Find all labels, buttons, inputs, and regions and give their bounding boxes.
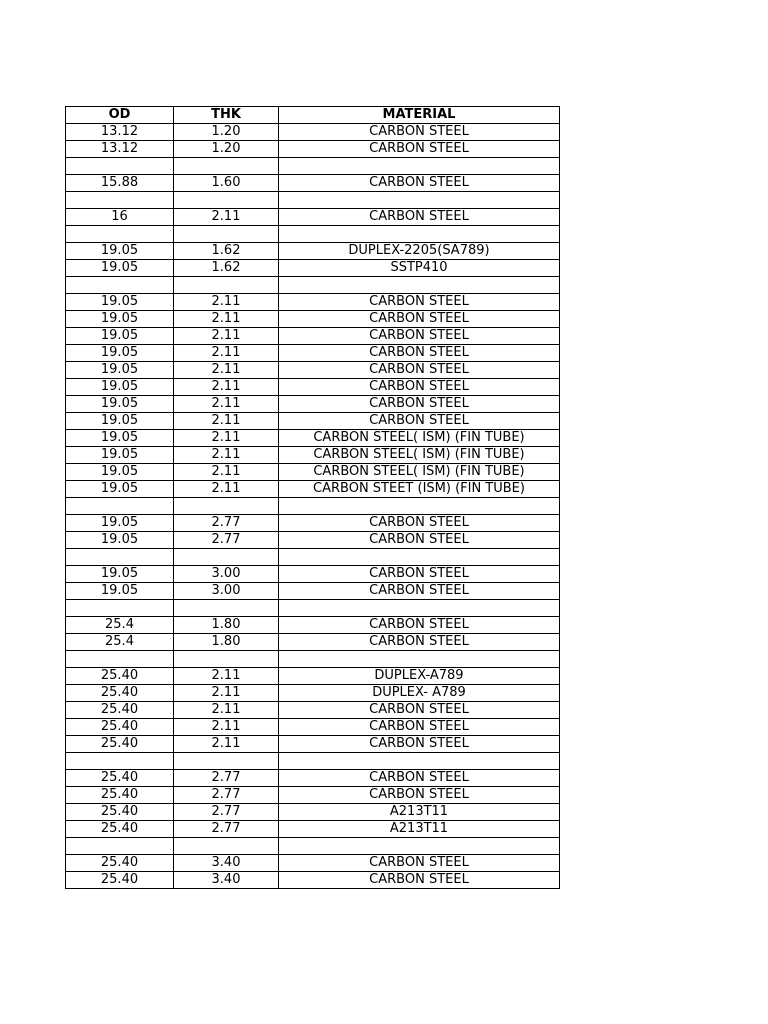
cell-od: 19.05 (66, 396, 174, 413)
table-row (66, 719, 560, 736)
cell-od: 25.40 (66, 821, 174, 838)
cell-thk: 2.11 (174, 736, 279, 753)
cell-od: 19.05 (66, 345, 174, 362)
header-od: OD (66, 107, 174, 124)
table-row (66, 532, 560, 549)
cell-od: 25.40 (66, 855, 174, 872)
table-row (66, 277, 560, 294)
cell-od: 19.05 (66, 464, 174, 481)
cell-od: 19.05 (66, 515, 174, 532)
cell-thk: 1.60 (174, 175, 279, 192)
cell-material: A213T11 (279, 804, 560, 821)
cell-od: 25.40 (66, 736, 174, 753)
table-row (66, 804, 560, 821)
cell-material: DUPLEX- A789 (279, 685, 560, 702)
cell-material (279, 158, 560, 175)
cell-thk (174, 192, 279, 209)
cell-material: CARBON STEEL (279, 583, 560, 600)
cell-thk: 2.11 (174, 311, 279, 328)
header-row (66, 107, 560, 124)
cell-od: 13.12 (66, 141, 174, 158)
cell-thk: 2.77 (174, 770, 279, 787)
table-row (66, 226, 560, 243)
table-row (66, 311, 560, 328)
table-row (66, 294, 560, 311)
cell-od: 25.40 (66, 787, 174, 804)
cell-thk: 1.20 (174, 124, 279, 141)
cell-thk: 3.40 (174, 872, 279, 889)
cell-material: CARBON STEEL( ISM) (FIN TUBE) (279, 447, 560, 464)
cell-thk (174, 226, 279, 243)
cell-material (279, 549, 560, 566)
table-row (66, 328, 560, 345)
cell-thk: 2.11 (174, 209, 279, 226)
cell-material: CARBON STEEL (279, 719, 560, 736)
cell-material (279, 277, 560, 294)
cell-thk (174, 549, 279, 566)
table-row (66, 447, 560, 464)
cell-thk: 2.11 (174, 328, 279, 345)
cell-thk: 2.11 (174, 345, 279, 362)
cell-od: 19.05 (66, 481, 174, 498)
cell-material: CARBON STEEL (279, 617, 560, 634)
tube-spec-table (65, 106, 560, 889)
cell-thk: 2.11 (174, 685, 279, 702)
cell-od: 25.40 (66, 668, 174, 685)
cell-material: CARBON STEEL (279, 770, 560, 787)
cell-material: CARBON STEEL (279, 209, 560, 226)
cell-material: CARBON STEEL (279, 515, 560, 532)
cell-material: CARBON STEEL (279, 855, 560, 872)
cell-thk: 2.11 (174, 396, 279, 413)
cell-thk: 2.77 (174, 821, 279, 838)
cell-od: 19.05 (66, 566, 174, 583)
table-row (66, 345, 560, 362)
header-thk: THK (174, 107, 279, 124)
cell-material: CARBON STEEL (279, 362, 560, 379)
cell-od: 13.12 (66, 124, 174, 141)
cell-material (279, 651, 560, 668)
cell-od: 19.05 (66, 447, 174, 464)
cell-od: 19.05 (66, 243, 174, 260)
table-row (66, 243, 560, 260)
cell-od (66, 277, 174, 294)
cell-od (66, 651, 174, 668)
table-row (66, 430, 560, 447)
cell-material: CARBON STEET (ISM) (FIN TUBE) (279, 481, 560, 498)
cell-thk (174, 498, 279, 515)
cell-thk: 2.77 (174, 787, 279, 804)
table-row (66, 838, 560, 855)
cell-thk: 1.80 (174, 617, 279, 634)
cell-od (66, 838, 174, 855)
cell-material (279, 498, 560, 515)
cell-material: CARBON STEEL (279, 328, 560, 345)
cell-thk: 3.40 (174, 855, 279, 872)
table-row (66, 702, 560, 719)
table-row (66, 209, 560, 226)
cell-material: CARBON STEEL (279, 175, 560, 192)
table-row (66, 617, 560, 634)
table-row (66, 260, 560, 277)
table-row (66, 549, 560, 566)
cell-thk: 2.11 (174, 430, 279, 447)
cell-thk: 1.62 (174, 260, 279, 277)
table-row (66, 583, 560, 600)
cell-od: 15.88 (66, 175, 174, 192)
cell-od: 19.05 (66, 532, 174, 549)
cell-thk: 3.00 (174, 583, 279, 600)
cell-material: DUPLEX-2205(SA789) (279, 243, 560, 260)
header-material: MATERIAL (279, 107, 560, 124)
cell-thk: 2.77 (174, 515, 279, 532)
cell-od: 19.05 (66, 362, 174, 379)
table-row (66, 787, 560, 804)
cell-thk: 1.20 (174, 141, 279, 158)
cell-material (279, 753, 560, 770)
table-row (66, 685, 560, 702)
table-row (66, 736, 560, 753)
cell-od (66, 158, 174, 175)
table-row (66, 821, 560, 838)
table-row (66, 396, 560, 413)
cell-thk: 2.11 (174, 294, 279, 311)
cell-thk (174, 651, 279, 668)
cell-material: CARBON STEEL( ISM) (FIN TUBE) (279, 430, 560, 447)
table-row (66, 413, 560, 430)
cell-material (279, 600, 560, 617)
cell-od: 19.05 (66, 328, 174, 345)
cell-thk: 1.80 (174, 634, 279, 651)
cell-od: 19.05 (66, 430, 174, 447)
cell-material: CARBON STEEL (279, 379, 560, 396)
table-row (66, 379, 560, 396)
table-header (66, 107, 560, 124)
cell-od (66, 600, 174, 617)
cell-od (66, 753, 174, 770)
table-row (66, 175, 560, 192)
table-row (66, 481, 560, 498)
cell-material: CARBON STEEL (279, 787, 560, 804)
table-row (66, 192, 560, 209)
cell-od: 25.40 (66, 872, 174, 889)
cell-thk: 2.77 (174, 804, 279, 821)
cell-thk: 2.11 (174, 362, 279, 379)
cell-od: 25.40 (66, 770, 174, 787)
cell-thk: 2.11 (174, 481, 279, 498)
cell-thk: 2.11 (174, 668, 279, 685)
cell-od (66, 498, 174, 515)
cell-thk: 2.11 (174, 702, 279, 719)
cell-thk: 2.11 (174, 719, 279, 736)
cell-material (279, 192, 560, 209)
cell-od: 19.05 (66, 294, 174, 311)
cell-material (279, 226, 560, 243)
cell-thk: 2.11 (174, 447, 279, 464)
cell-thk (174, 838, 279, 855)
cell-thk: 3.00 (174, 566, 279, 583)
table-row (66, 651, 560, 668)
table-row (66, 770, 560, 787)
cell-od: 25.40 (66, 804, 174, 821)
table-row (66, 566, 560, 583)
table-row (66, 141, 560, 158)
cell-material: CARBON STEEL (279, 413, 560, 430)
cell-od: 19.05 (66, 583, 174, 600)
cell-material: CARBON STEEL (279, 141, 560, 158)
cell-material: CARBON STEEL (279, 311, 560, 328)
cell-thk (174, 158, 279, 175)
cell-thk (174, 600, 279, 617)
table-body (66, 124, 560, 889)
cell-od (66, 192, 174, 209)
cell-thk: 2.11 (174, 379, 279, 396)
cell-od: 25.4 (66, 617, 174, 634)
cell-thk (174, 277, 279, 294)
table-row (66, 464, 560, 481)
cell-od: 25.40 (66, 685, 174, 702)
cell-material: SSTP410 (279, 260, 560, 277)
cell-material: CARBON STEEL (279, 396, 560, 413)
table-row (66, 515, 560, 532)
cell-od: 19.05 (66, 379, 174, 396)
table-row (66, 872, 560, 889)
cell-od (66, 226, 174, 243)
cell-od: 16 (66, 209, 174, 226)
cell-material: CARBON STEEL (279, 566, 560, 583)
cell-od (66, 549, 174, 566)
cell-od: 19.05 (66, 413, 174, 430)
table-row (66, 668, 560, 685)
cell-material: CARBON STEEL (279, 872, 560, 889)
cell-material: CARBON STEEL (279, 345, 560, 362)
table-row (66, 158, 560, 175)
cell-material: CARBON STEEL (279, 736, 560, 753)
cell-od: 25.40 (66, 702, 174, 719)
table-row (66, 124, 560, 141)
cell-thk: 2.11 (174, 464, 279, 481)
cell-od: 19.05 (66, 260, 174, 277)
table-row (66, 498, 560, 515)
cell-material: DUPLEX-A789 (279, 668, 560, 685)
cell-od: 25.40 (66, 719, 174, 736)
table-row (66, 855, 560, 872)
cell-material: CARBON STEEL (279, 294, 560, 311)
cell-material: CARBON STEEL( ISM) (FIN TUBE) (279, 464, 560, 481)
cell-material: CARBON STEEL (279, 124, 560, 141)
cell-thk: 2.11 (174, 413, 279, 430)
cell-thk: 2.77 (174, 532, 279, 549)
cell-material: CARBON STEEL (279, 532, 560, 549)
cell-material: A213T11 (279, 821, 560, 838)
table-row (66, 634, 560, 651)
cell-od: 19.05 (66, 311, 174, 328)
cell-material: CARBON STEEL (279, 634, 560, 651)
cell-thk: 1.62 (174, 243, 279, 260)
table-row (66, 362, 560, 379)
table-row (66, 600, 560, 617)
cell-material: CARBON STEEL (279, 702, 560, 719)
table-row (66, 753, 560, 770)
cell-od: 25.4 (66, 634, 174, 651)
cell-material (279, 838, 560, 855)
cell-thk (174, 753, 279, 770)
